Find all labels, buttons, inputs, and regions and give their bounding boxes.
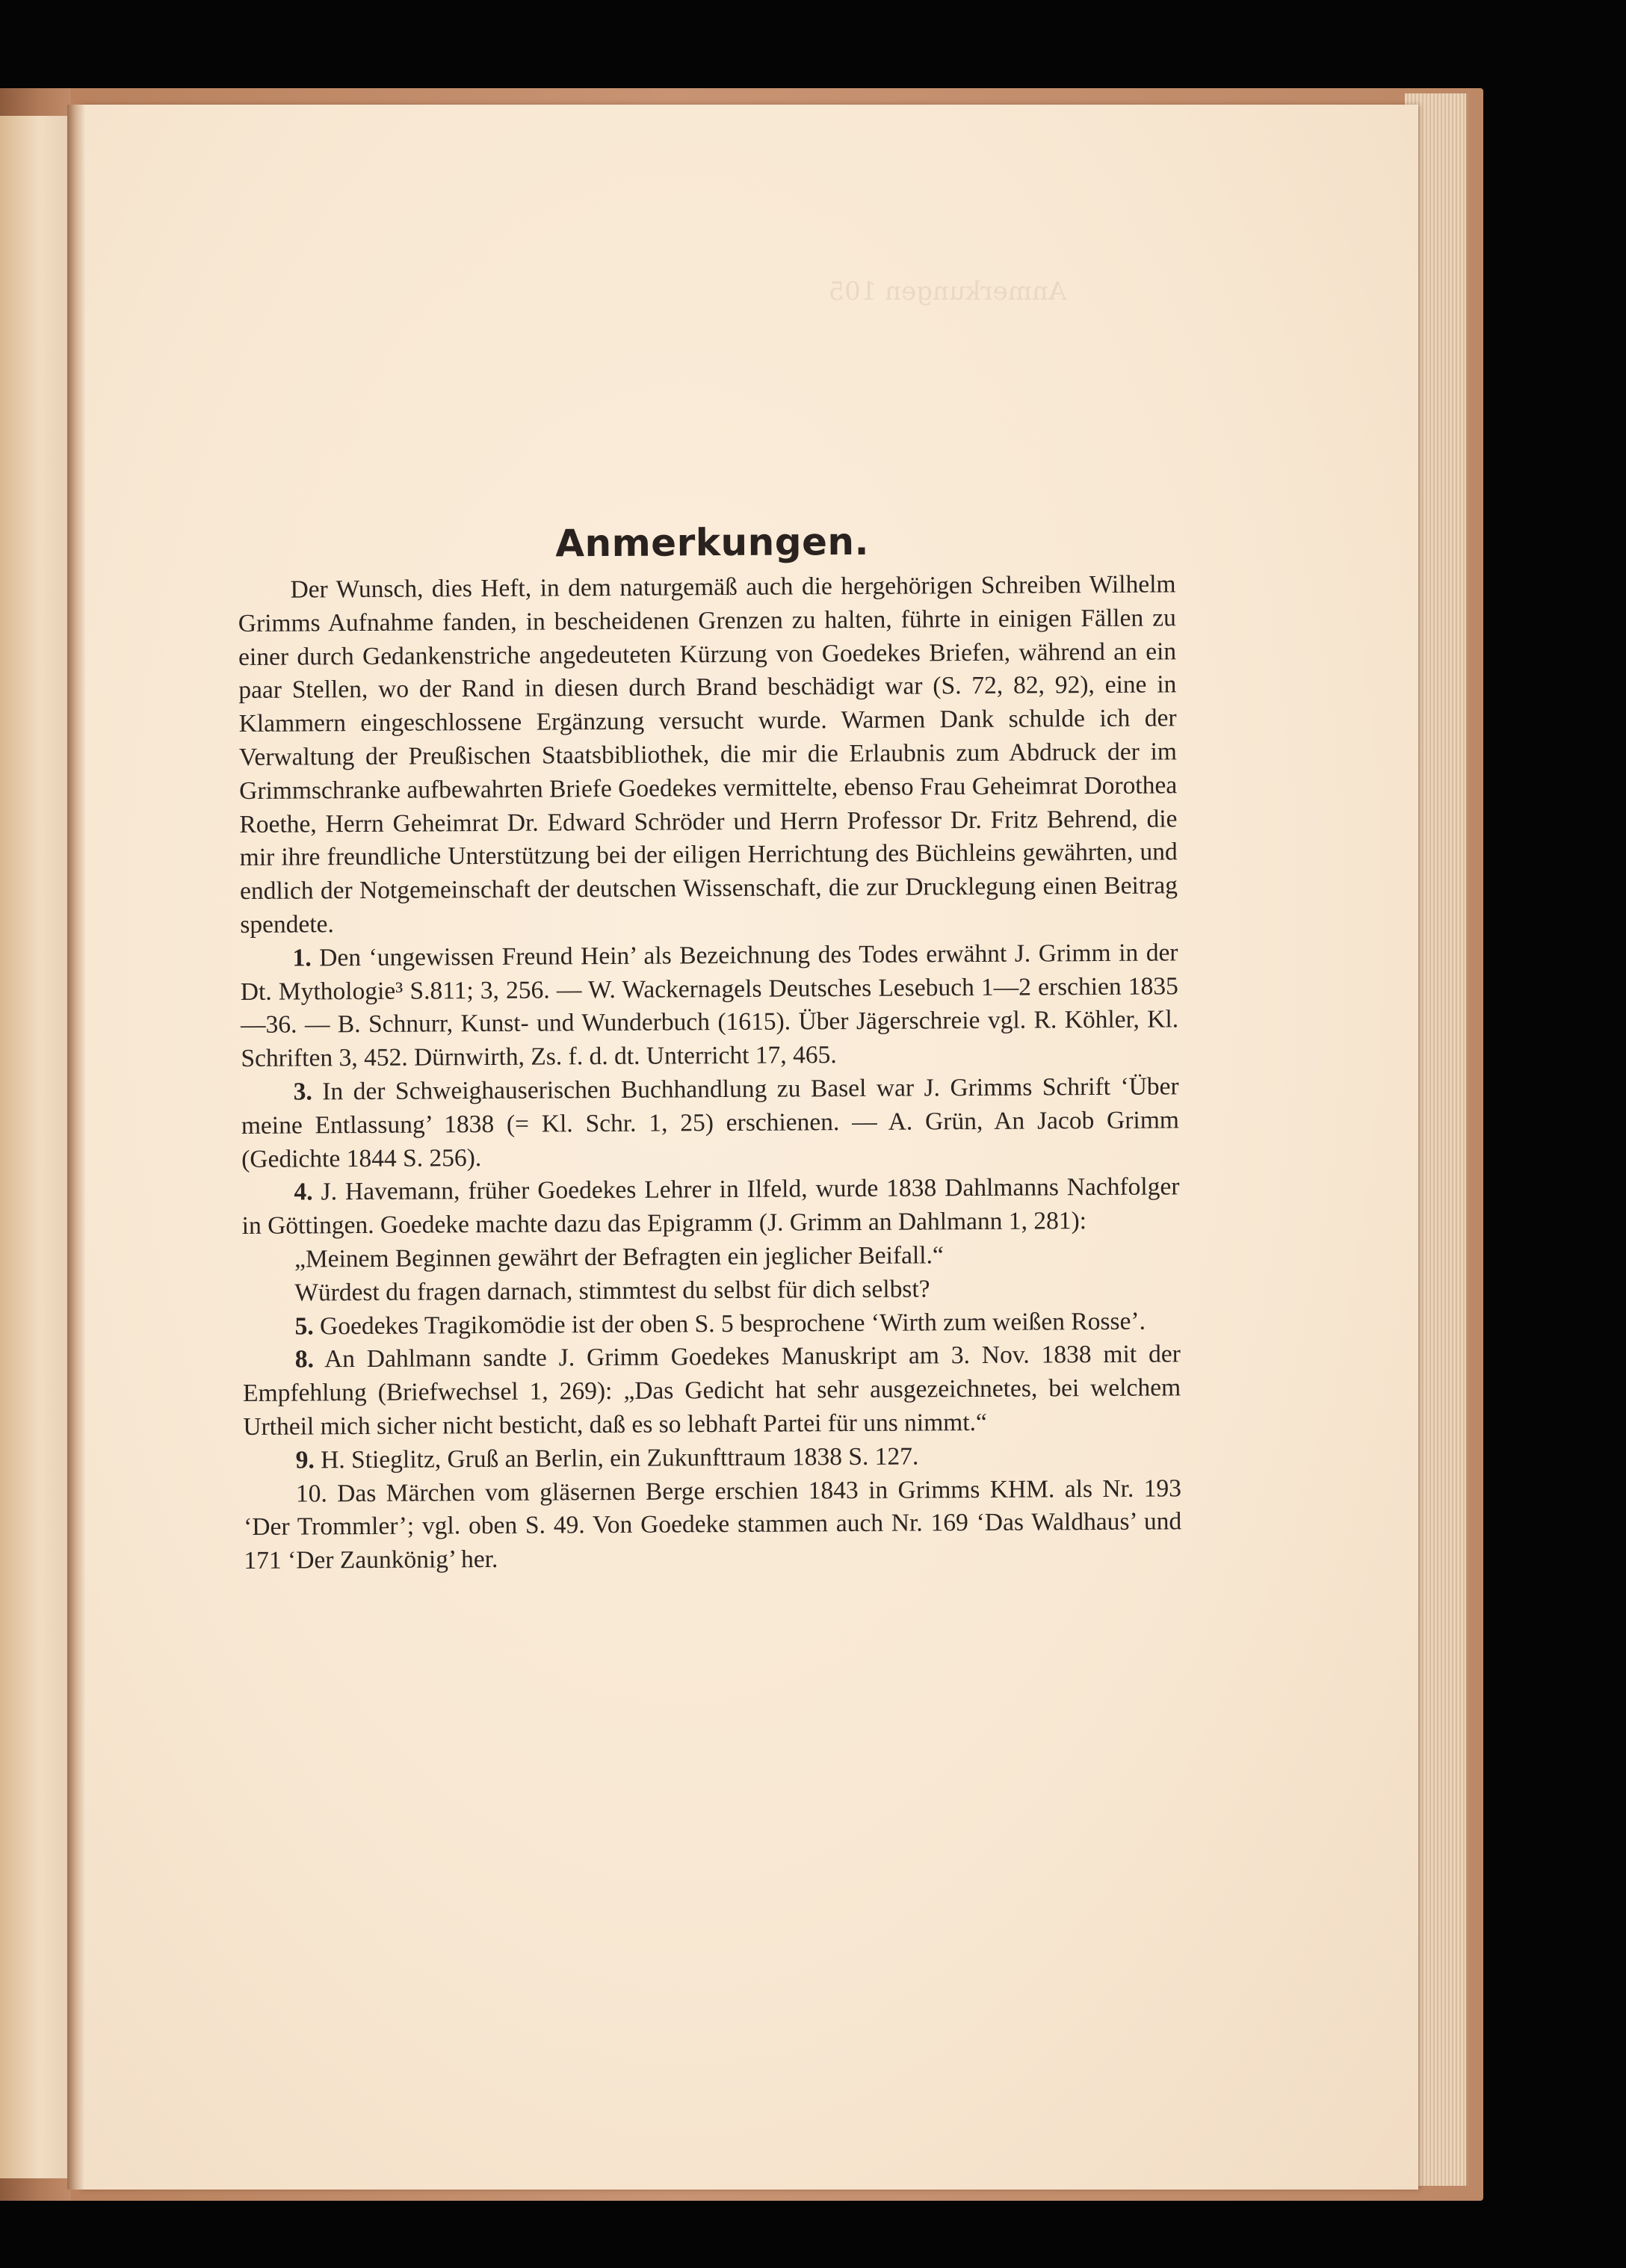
note-number: 8. (294, 1345, 315, 1374)
note-5 (242, 1305, 1180, 1344)
note-8 (243, 1338, 1181, 1444)
note-9 (244, 1439, 1181, 1477)
note-number: 10. (295, 1479, 327, 1508)
epigram-line-2: Würdest du fragen darnach, stimmtest du selbst für dich selbst? (294, 1275, 930, 1307)
note-1 (240, 936, 1178, 1076)
note-number: 1. (292, 944, 312, 972)
show-through-header: Anmerkungen 105 (828, 276, 1067, 306)
page-title: Anmerkungen. (555, 519, 870, 566)
note-number: 5. (294, 1311, 314, 1341)
note-text: H. Stieglitz, Gruß an Berlin, ein Zukunfttraum 1838 S. 127. (321, 1442, 919, 1474)
note-text: In der Schweighauserischen Buchhandlung zu Basel war J. Grimms Schrift ‘Über meine Entlassung’ 1838 (= Kl. Schr. 1, 25) erschienen. — A. Grün, An Jacob Grimm (Gedichte 1844 S. 256). (241, 1072, 1180, 1173)
book-gutter (67, 105, 85, 2190)
note-3 (241, 1070, 1180, 1176)
intro-paragraph: Der Wunsch, dies Heft, in dem naturgemäß auch die hergehörigen Schreiben Wilhelm Grimms Aufnahme fanden, in bescheidenen Grenzen zu halten, führte in einigen Fällen zu einer durch Gedankenstriche angedeuteten Kürzung von Goedekes Briefen, während an ein paar Stellen, wo der Rand in diesen durch Brand beschädigt war (S. 72, 82, 92), eine in Klammern eingeschlossene Ergänzung versucht wurde. Warmen Dank schulde ich der Verwaltung der Preußischen Staatsbibliothek, die mir die Erlaubnis zum Abdruck der im Grimmschranke aufbewahrten Briefe Goedekes vermittelte, ebenso Frau Geheimrat Dorothea Roethe, Herrn Geheimrat Dr. Edward Schröder und Herrn Professor Dr. Fritz Behrend, die mir ihre freundliche Unterstützung bei der eiligen Herrichtung des Büchleins gewährten, und endlich der Notgemeinschaft der deutschen Wissenschaft, die zur Drucklegung einen Beitrag spendete. (238, 570, 1178, 939)
note-text: Den ‘ungewissen Freund Hein’ als Bezeichnung des Todes erwähnt J. Grimm in der Dt. Mythologie³ S.811; 3, 256. — W. Wackernagels Deutsches Lesebuch 1—2 erschien 1835—36. — B. Schnurr, Kunst- und Wunderbuch (1615). Über Jägerschreie vgl. R. Köhler, Kl. Schriften 3, 452. Dürnwirth, Zs. f. d. dt. Unterricht 17, 465. (240, 939, 1179, 1073)
note-10 (244, 1472, 1182, 1578)
note-number: 4. (294, 1178, 313, 1206)
note-number: 9. (295, 1446, 315, 1474)
note-number: 3. (293, 1078, 312, 1106)
note-text: Das Märchen vom gläsernen Berge erschien 1843 in Grimms KHM. als Nr. 193 ‘Der Trommler’; vgl. oben S. 49. Von Goedeke stammen auch Nr. 169 ‘Das Waldhaus’ und 171 ‘Der Zaunkönig’ her. (244, 1474, 1182, 1575)
note-4 (241, 1171, 1180, 1243)
note-text: An Dahlmann sandte J. Grimm Goedekes Manuskript am 3. Nov. 1838 mit der Empfehlung (Briefwechsel 1, 269): „Das Gedicht hat sehr ausgezeichnetes, bei welchem Urtheil mich sicher nicht besticht, daß es so lebhaft Partei für uns nimmt.“ (243, 1340, 1181, 1441)
page-text (238, 517, 1182, 1578)
epigram-line-1: „Meinem Beginnen gewährt der Befragten ein jeglicher Beifall.“ (294, 1241, 944, 1273)
left-page-edge (0, 116, 72, 2178)
note-text: J. Havemann, früher Goedekes Lehrer in Ilfeld, wurde 1838 Dahlmanns Nachfolger in Göttingen. Goedeke machte dazu das Epigramm (J. Grimm an Dahlmann 1, 281): (241, 1172, 1180, 1240)
note-text: Goedekes Tragikomödie ist der oben S. 5 besprochene ‘Wirth zum weißen Rosse’. (319, 1307, 1146, 1340)
